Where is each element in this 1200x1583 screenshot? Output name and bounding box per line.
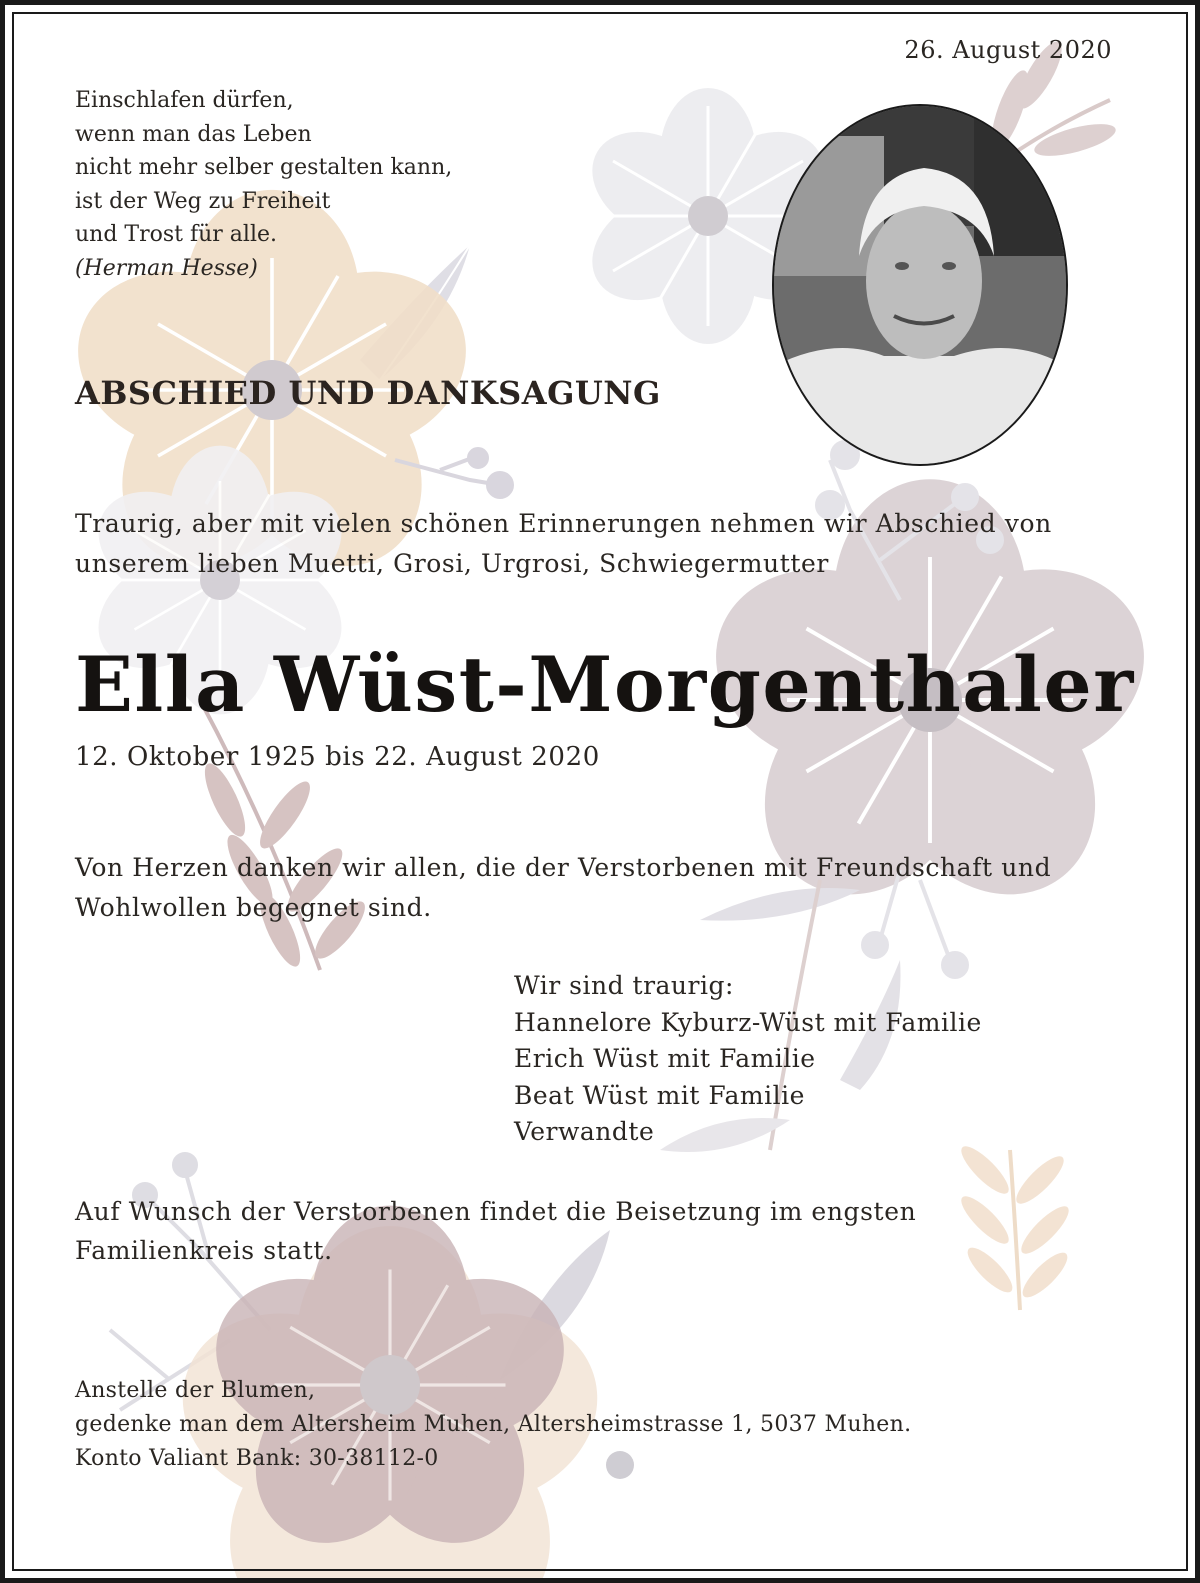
poem-author: (Herman Hesse) (75, 255, 258, 281)
donation-info (75, 1374, 911, 1476)
mourners-intro: Wir sind traurig: (514, 971, 734, 1000)
mourner-name: Erich Wüst mit Familie (514, 1044, 816, 1073)
donation-line: gedenke man dem Altersheim Muhen, Altersheimstrasse 1, 5037 Muhen. (75, 1412, 912, 1437)
mourner-name: Hannelore Kyburz-Wüst mit Familie (514, 1007, 982, 1037)
donation-line: Anstelle der Blumen, (75, 1378, 316, 1403)
poem-line: wenn man das Leben (75, 121, 312, 147)
portrait-photo (772, 104, 1068, 466)
poem-line: ist der Weg zu Freiheit (75, 188, 331, 214)
intro-text: Traurig, aber mit vielen schönen Erinnerungen nehmen wir Abschied von unserem lieben Muetti, Grosi, Urgrosi, Schwiegermutter (75, 509, 1052, 578)
thanks-text: Von Herzen danken wir allen, die der Verstorbenen mit Freundschaft und Wohlwollen begegnet sind. (75, 853, 1052, 922)
deceased-name: Ella Wüst-Morgenthaler (75, 640, 1135, 729)
mourners-list (514, 968, 982, 1151)
poem (75, 84, 495, 285)
heading: ABSCHIED UND DANKSAGUNG (75, 374, 661, 412)
poem-line: und Trost für alle. (75, 222, 277, 247)
poem-line: Einschlafen dürfen, (75, 88, 294, 113)
poem-line: nicht mehr selber gestalten kann, (75, 155, 453, 180)
mourner-name: Beat Wüst mit Familie (514, 1080, 805, 1110)
leaf-sprig-brown-left (197, 700, 372, 971)
burial-notice: Auf Wunsch der Verstorbenen findet die Beisetzung im engsten Familienkreis statt. (75, 1197, 917, 1265)
mourner-name: Verwandte (514, 1117, 655, 1146)
donation-line: Konto Valiant Bank: 30-38112-0 (75, 1446, 439, 1471)
lifespan-dates: 12. Oktober 1925 bis 22. August 2020 (75, 742, 600, 772)
publication-date: 26. August 2020 (904, 36, 1112, 64)
